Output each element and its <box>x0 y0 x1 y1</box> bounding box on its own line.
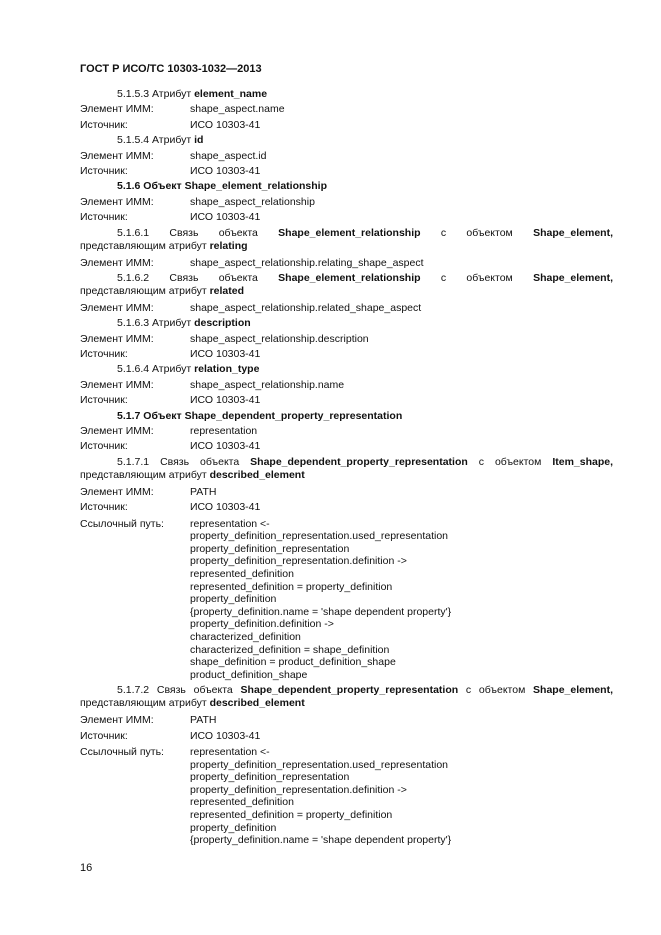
section-number: 5.1.6 Объект <box>117 180 182 193</box>
reference-path-row <box>80 746 613 847</box>
imm-label: Элемент ИММ: <box>80 425 154 438</box>
path-line: characterized_definition = shape_definition <box>190 643 390 656</box>
relationship-paragraph <box>80 272 613 298</box>
relationship-prefix: 5.1.7.1 Связь объекта <box>117 455 240 468</box>
document-body <box>80 87 613 847</box>
reference-path-label: Ссылочный путь: <box>80 517 164 530</box>
relationship-middle: с объектом <box>478 455 542 468</box>
relationship-line-2: представляющим атрибут <box>80 468 207 481</box>
attribute-name: related <box>209 284 245 297</box>
imm-label: Элемент ИММ: <box>80 256 154 269</box>
path-line: property_definition_representation.definition -> <box>190 555 407 568</box>
imm-row <box>80 256 613 271</box>
section-number: 5.1.5.4 Атрибут <box>117 134 192 147</box>
path-line: representation <- <box>190 517 270 530</box>
source-value: ИСО 10303-41 <box>190 440 261 453</box>
imm-label: Элемент ИММ: <box>80 195 154 208</box>
section-title <box>80 179 613 194</box>
imm-row <box>80 713 613 728</box>
entity-name: Shape_dependent_property_representation <box>184 409 403 422</box>
entity-name: Shape_dependent_property_representation <box>240 684 459 697</box>
source-row <box>80 500 613 515</box>
source-label: Источник: <box>80 164 128 177</box>
target-entity-name: Item_shape, <box>552 455 614 468</box>
imm-value: PATH <box>190 714 217 727</box>
reference-path-label: Ссылочный путь: <box>80 746 164 759</box>
section-number: 5.1.7 Объект <box>117 409 182 422</box>
source-row <box>80 210 613 225</box>
source-value: ИСО 10303-41 <box>190 118 261 131</box>
section-title <box>80 133 613 148</box>
relationship-paragraph <box>80 684 613 710</box>
path-line: represented_definition <box>190 567 294 580</box>
target-entity-name: Shape_element, <box>533 684 613 697</box>
imm-row <box>80 301 613 316</box>
source-row <box>80 729 613 744</box>
reference-path-row <box>80 518 613 682</box>
path-line: property_definition_representation <box>190 771 350 784</box>
path-line: property_definition_representation.used_representation <box>190 530 449 543</box>
relationship-line-1 <box>80 227 613 240</box>
page-number: 16 <box>80 862 93 874</box>
imm-value: shape_aspect_relationship.description <box>190 332 369 345</box>
imm-value: shape_aspect_relationship <box>190 195 315 208</box>
reference-path <box>190 746 613 847</box>
source-row <box>80 347 613 362</box>
imm-value: shape_aspect_relationship.relating_shape_aspect <box>190 256 424 269</box>
source-label: Источник: <box>80 501 128 514</box>
imm-row <box>80 378 613 393</box>
path-line: property_definition_representation.definition -> <box>190 783 407 796</box>
relationship-middle: с объектом <box>465 684 526 697</box>
attribute-name: described_element <box>209 468 305 481</box>
reference-path <box>190 518 613 682</box>
relationship-prefix: 5.1.7.2 Связь объекта <box>117 684 233 697</box>
path-line: shape_definition = product_definition_shape <box>190 656 396 669</box>
path-line: property_definition <box>190 593 277 606</box>
imm-label: Элемент ИММ: <box>80 149 154 162</box>
path-line: represented_definition = property_definition <box>190 580 393 593</box>
imm-row <box>80 195 613 210</box>
section-title <box>80 87 613 102</box>
imm-value: shape_aspect.id <box>190 149 267 162</box>
source-label: Источник: <box>80 394 128 407</box>
imm-value: shape_aspect_relationship.name <box>190 378 345 391</box>
imm-row <box>80 485 613 500</box>
source-row <box>80 164 613 179</box>
relationship-middle: с объектом <box>440 226 513 239</box>
source-value: ИСО 10303-41 <box>190 164 261 177</box>
imm-label: Элемент ИММ: <box>80 485 154 498</box>
relationship-line-2: представляющим атрибут <box>80 284 207 297</box>
attribute-name: described_element <box>209 697 305 710</box>
imm-row <box>80 102 613 117</box>
source-label: Источник: <box>80 440 128 453</box>
imm-row <box>80 332 613 347</box>
attribute-name: description <box>194 317 251 330</box>
imm-row <box>80 149 613 164</box>
relationship-line-2: представляющим атрибут <box>80 697 207 710</box>
relationship-line-1 <box>80 456 613 469</box>
imm-label: Элемент ИММ: <box>80 378 154 391</box>
path-line: property_definition_representation.used_representation <box>190 758 449 771</box>
source-label: Источник: <box>80 348 128 361</box>
path-line: characterized_definition <box>190 630 301 643</box>
imm-value: shape_aspect.name <box>190 103 285 116</box>
path-line: property_definition_representation <box>190 542 350 555</box>
imm-label: Элемент ИММ: <box>80 301 154 314</box>
relationship-paragraph <box>80 227 613 253</box>
source-label: Источник: <box>80 729 128 742</box>
imm-label: Элемент ИММ: <box>80 714 154 727</box>
imm-value: shape_aspect_relationship.related_shape_aspect <box>190 301 422 314</box>
path-line: represented_definition = property_definition <box>190 809 393 822</box>
entity-name: Shape_element_relationship <box>278 226 421 239</box>
imm-label: Элемент ИММ: <box>80 103 154 116</box>
path-line: property_definition <box>190 821 277 834</box>
source-label: Источник: <box>80 211 128 224</box>
source-value: ИСО 10303-41 <box>190 501 261 514</box>
section-number: 5.1.6.3 Атрибут <box>117 317 192 330</box>
source-row <box>80 439 613 454</box>
imm-row <box>80 424 613 439</box>
source-row <box>80 393 613 408</box>
attribute-name: element_name <box>194 88 268 100</box>
source-label: Источник: <box>80 118 128 131</box>
path-line: property_definition.definition -> <box>190 618 334 631</box>
entity-name: Shape_element_relationship <box>184 180 327 193</box>
path-line: {property_definition.name = 'shape dependent property'} <box>190 834 452 847</box>
imm-label: Элемент ИММ: <box>80 332 154 345</box>
entity-name: Shape_dependent_property_representation <box>250 455 468 468</box>
relationship-line-1 <box>80 684 613 697</box>
path-line: {property_definition.name = 'shape dependent property'} <box>190 605 452 618</box>
relationship-line-1 <box>80 272 613 285</box>
section-title <box>80 362 613 377</box>
source-value: ИСО 10303-41 <box>190 729 261 742</box>
imm-value: PATH <box>190 485 217 498</box>
target-entity-name: Shape_element, <box>533 226 614 239</box>
relationship-prefix: 5.1.6.2 Связь объекта <box>117 271 258 284</box>
path-line: representation <- <box>190 746 270 759</box>
imm-value: representation <box>190 425 258 438</box>
section-number: 5.1.5.3 Атрибут <box>117 88 192 100</box>
source-row <box>80 118 613 133</box>
source-value: ИСО 10303-41 <box>190 348 261 361</box>
section-title <box>80 409 613 424</box>
section-number: 5.1.6.4 Атрибут <box>117 363 192 376</box>
path-line: product_definition_shape <box>190 668 308 681</box>
source-value: ИСО 10303-41 <box>190 394 261 407</box>
relationship-prefix: 5.1.6.1 Связь объекта <box>117 226 258 239</box>
path-line: represented_definition <box>190 796 294 809</box>
entity-name: Shape_element_relationship <box>278 271 421 284</box>
attribute-name: id <box>194 134 204 147</box>
attribute-name: relation_type <box>194 363 260 376</box>
relationship-middle: с объектом <box>440 271 513 284</box>
target-entity-name: Shape_element, <box>533 271 614 284</box>
section-title <box>80 316 613 331</box>
attribute-name: relating <box>209 239 248 252</box>
document-header: ГОСТ Р ИСО/ТС 10303-1032—2013 <box>80 63 262 75</box>
relationship-paragraph <box>80 456 613 482</box>
source-value: ИСО 10303-41 <box>190 211 261 224</box>
relationship-line-2: представляющим атрибут <box>80 239 207 252</box>
